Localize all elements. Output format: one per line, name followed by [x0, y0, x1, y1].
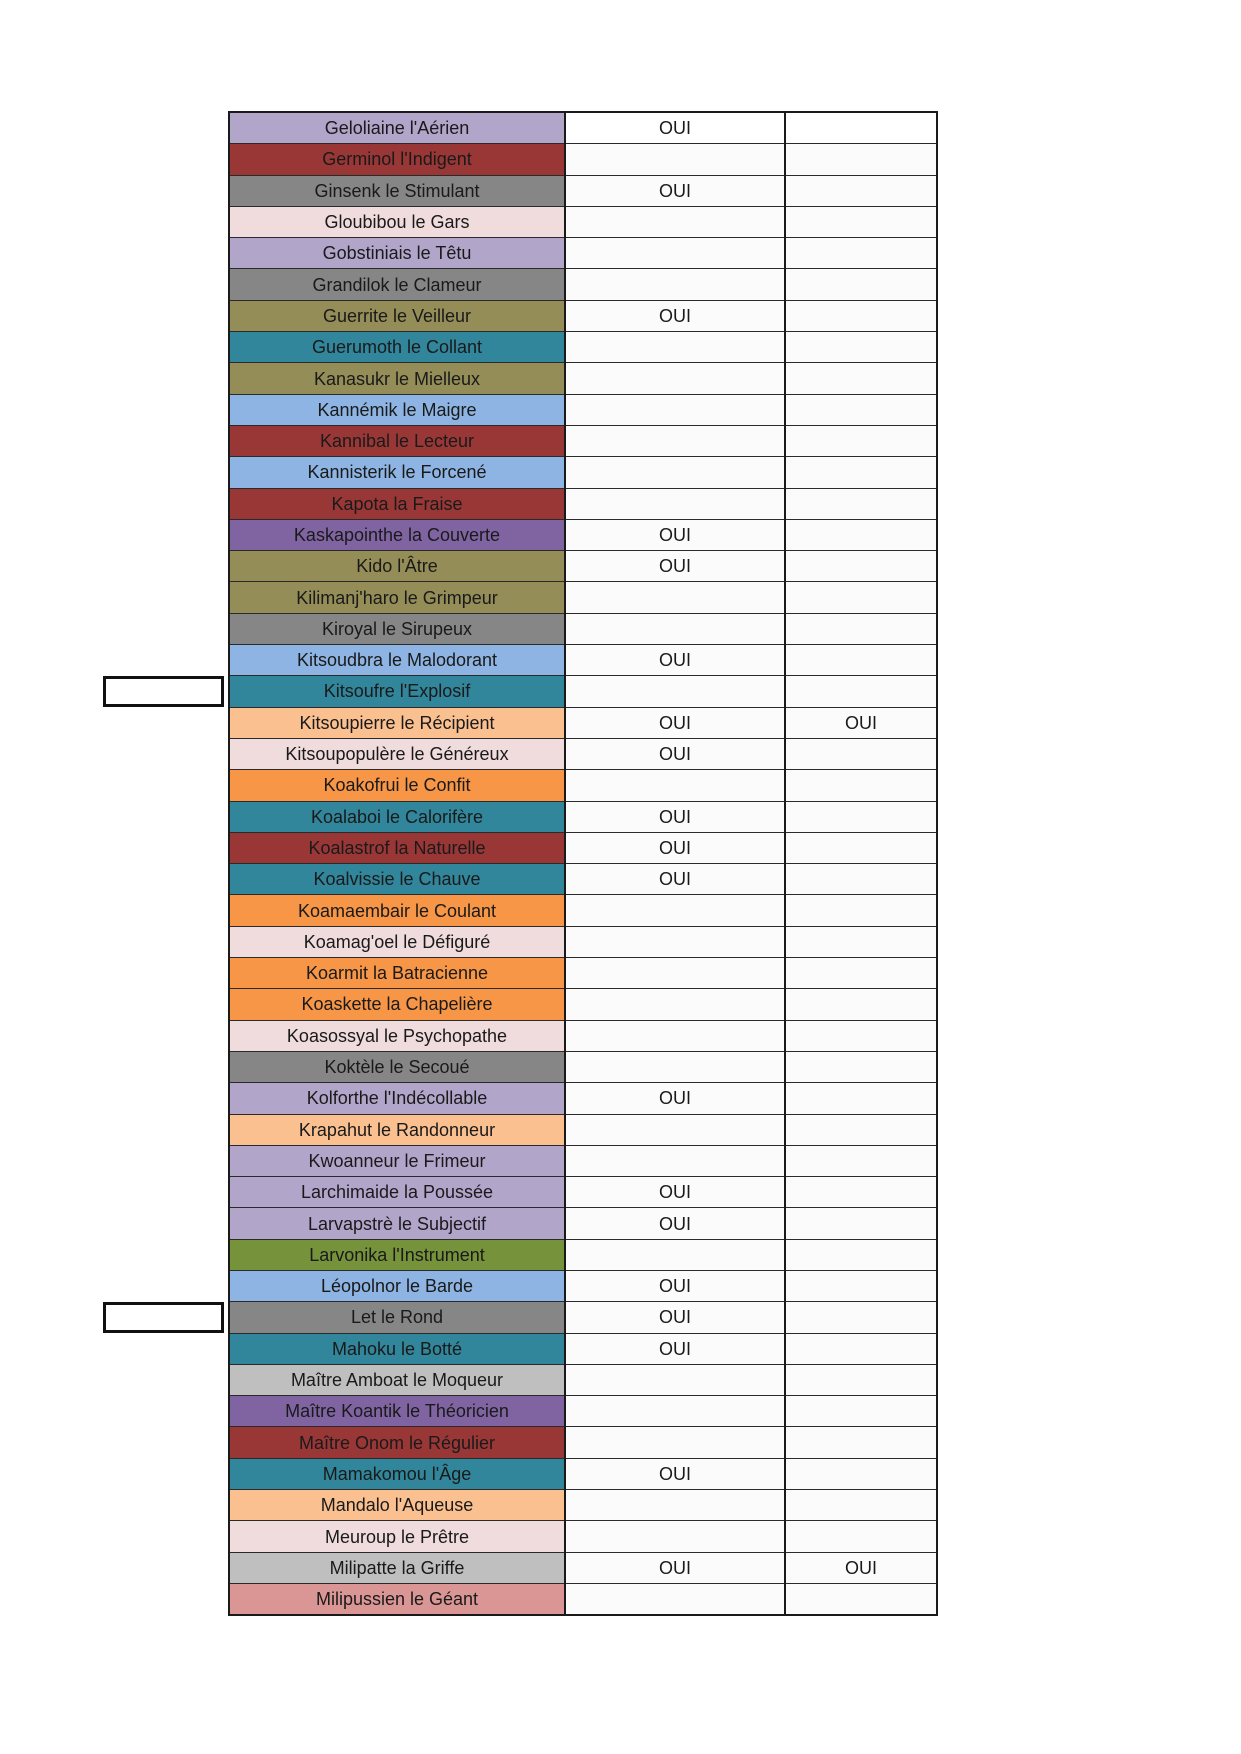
- column-1-cell[interactable]: [565, 1583, 785, 1615]
- column-1-cell[interactable]: OUI: [565, 1083, 785, 1114]
- column-2-cell[interactable]: [785, 206, 937, 237]
- column-2-cell[interactable]: [785, 738, 937, 769]
- table-row: [229, 457, 937, 488]
- table-row: [229, 770, 937, 801]
- monster-name-cell[interactable]: Koktèle le Secoué: [229, 1051, 565, 1082]
- column-1-cell[interactable]: [565, 1020, 785, 1051]
- column-2-cell[interactable]: [785, 770, 937, 801]
- monster-name-cell[interactable]: Larchimaide la Poussée: [229, 1177, 565, 1208]
- table-row: [229, 801, 937, 832]
- monster-table: [228, 111, 938, 1616]
- monster-name-cell[interactable]: Kido l'Âtre: [229, 551, 565, 582]
- column-1-cell[interactable]: [565, 488, 785, 519]
- column-1-cell[interactable]: OUI: [565, 738, 785, 769]
- monster-name-cell[interactable]: Larvonika l'Instrument: [229, 1239, 565, 1270]
- monster-name-cell[interactable]: Koamaembair le Coulant: [229, 895, 565, 926]
- column-2-cell[interactable]: [785, 1302, 937, 1333]
- monster-name-cell[interactable]: Let le Rond: [229, 1302, 565, 1333]
- monster-name-cell[interactable]: Kiroyal le Sirupeux: [229, 613, 565, 644]
- column-2-cell[interactable]: [785, 1583, 937, 1615]
- table-row: [229, 1521, 937, 1552]
- column-2-cell[interactable]: [785, 1458, 937, 1489]
- column-1-cell[interactable]: [565, 206, 785, 237]
- column-2-cell[interactable]: [785, 1490, 937, 1521]
- table-row: [229, 989, 937, 1020]
- column-1-cell[interactable]: OUI: [565, 645, 785, 676]
- monster-name-cell[interactable]: Koalvissie le Chauve: [229, 864, 565, 895]
- column-2-cell[interactable]: [785, 269, 937, 300]
- table-row: [229, 1051, 937, 1082]
- column-1-cell[interactable]: [565, 238, 785, 269]
- column-2-cell[interactable]: [785, 1364, 937, 1395]
- monster-name-cell[interactable]: Koasossyal le Psychopathe: [229, 1020, 565, 1051]
- column-1-cell[interactable]: [565, 1490, 785, 1521]
- column-1-cell[interactable]: [565, 895, 785, 926]
- monster-name-cell[interactable]: Léopolnor le Barde: [229, 1270, 565, 1301]
- monster-name-cell[interactable]: Kitsoupopulère le Généreux: [229, 738, 565, 769]
- table-row: [229, 238, 937, 269]
- column-1-cell[interactable]: OUI: [565, 832, 785, 863]
- column-1-cell[interactable]: OUI: [565, 112, 785, 144]
- column-2-cell[interactable]: [785, 363, 937, 394]
- column-2-cell[interactable]: [785, 801, 937, 832]
- column-2-cell[interactable]: [785, 1114, 937, 1145]
- column-1-cell[interactable]: OUI: [565, 1302, 785, 1333]
- column-2-cell[interactable]: [785, 926, 937, 957]
- column-1-cell[interactable]: [565, 144, 785, 175]
- column-1-cell[interactable]: OUI: [565, 1333, 785, 1364]
- column-1-cell[interactable]: [565, 425, 785, 456]
- table-row: [229, 1020, 937, 1051]
- column-1-cell[interactable]: OUI: [565, 519, 785, 550]
- monster-name-cell[interactable]: Kitsoudbra le Malodorant: [229, 645, 565, 676]
- table-row: [229, 1552, 937, 1583]
- row-marker-box: [103, 1302, 224, 1333]
- column-1-cell[interactable]: [565, 1521, 785, 1552]
- column-2-cell[interactable]: [785, 1396, 937, 1427]
- monster-name-cell[interactable]: Koakofrui le Confit: [229, 770, 565, 801]
- monster-name-cell[interactable]: Kilimanj'haro le Grimpeur: [229, 582, 565, 613]
- column-1-cell[interactable]: OUI: [565, 801, 785, 832]
- monster-name-cell[interactable]: Kannibal le Lecteur: [229, 425, 565, 456]
- monster-name-cell[interactable]: Meuroup le Prêtre: [229, 1521, 565, 1552]
- table-row: [229, 707, 937, 738]
- table-row: [229, 864, 937, 895]
- column-1-cell[interactable]: [565, 613, 785, 644]
- table-row: [229, 144, 937, 175]
- monster-name-cell[interactable]: Maître Koantik le Théoricien: [229, 1396, 565, 1427]
- column-2-cell[interactable]: [785, 989, 937, 1020]
- table-row: [229, 926, 937, 957]
- table-row: [229, 1364, 937, 1395]
- table-row: [229, 1302, 937, 1333]
- table-row: [229, 1270, 937, 1301]
- table-row: [229, 1145, 937, 1176]
- table-row: [229, 582, 937, 613]
- column-2-cell[interactable]: OUI: [785, 707, 937, 738]
- column-1-cell[interactable]: [565, 926, 785, 957]
- column-1-cell[interactable]: OUI: [565, 551, 785, 582]
- column-1-cell[interactable]: OUI: [565, 1552, 785, 1583]
- table-row: [229, 269, 937, 300]
- monster-name-cell[interactable]: Kitsoufre l'Explosif: [229, 676, 565, 707]
- monster-name-cell[interactable]: Mandalo l'Aqueuse: [229, 1490, 565, 1521]
- table-row: [229, 300, 937, 331]
- monster-name-cell[interactable]: Germinol l'Indigent: [229, 144, 565, 175]
- column-2-cell[interactable]: [785, 238, 937, 269]
- column-1-cell[interactable]: [565, 269, 785, 300]
- column-1-cell[interactable]: OUI: [565, 1177, 785, 1208]
- monster-name-cell[interactable]: Koarmit la Batracienne: [229, 958, 565, 989]
- monster-name-cell[interactable]: Kannémik le Maigre: [229, 394, 565, 425]
- column-1-cell[interactable]: OUI: [565, 300, 785, 331]
- table-row: [229, 425, 937, 456]
- column-2-cell[interactable]: [785, 519, 937, 550]
- monster-name-cell[interactable]: Milipussien le Géant: [229, 1583, 565, 1615]
- column-2-cell[interactable]: [785, 551, 937, 582]
- monster-name-cell[interactable]: Koalaboi le Calorifère: [229, 801, 565, 832]
- monster-name-cell[interactable]: Kannisterik le Forcené: [229, 457, 565, 488]
- table-row: [229, 676, 937, 707]
- monster-name-cell[interactable]: Kanasukr le Mielleux: [229, 363, 565, 394]
- table-row: [229, 895, 937, 926]
- column-2-cell[interactable]: [785, 832, 937, 863]
- column-1-cell[interactable]: OUI: [565, 1458, 785, 1489]
- monster-name-cell[interactable]: Krapahut le Randonneur: [229, 1114, 565, 1145]
- table-row: [229, 1396, 937, 1427]
- table-row: [229, 1177, 937, 1208]
- monster-name-cell[interactable]: Gobstiniais le Têtu: [229, 238, 565, 269]
- table-row: [229, 1583, 937, 1615]
- monster-name-cell[interactable]: Larvapstrè le Subjectif: [229, 1208, 565, 1239]
- column-2-cell[interactable]: [785, 1051, 937, 1082]
- table-row: [229, 1427, 937, 1458]
- column-2-cell[interactable]: [785, 1208, 937, 1239]
- column-1-cell[interactable]: [565, 676, 785, 707]
- table-row: [229, 112, 937, 144]
- column-2-cell[interactable]: [785, 457, 937, 488]
- column-2-cell[interactable]: [785, 488, 937, 519]
- column-2-cell[interactable]: [785, 1020, 937, 1051]
- table-row: [229, 519, 937, 550]
- column-2-cell[interactable]: [785, 582, 937, 613]
- column-2-cell[interactable]: [785, 613, 937, 644]
- column-1-cell[interactable]: [565, 582, 785, 613]
- column-2-cell[interactable]: [785, 1521, 937, 1552]
- table-row: [229, 645, 937, 676]
- column-2-cell[interactable]: OUI: [785, 1552, 937, 1583]
- column-1-cell[interactable]: [565, 1364, 785, 1395]
- monster-name-cell[interactable]: Kwoanneur le Frimeur: [229, 1145, 565, 1176]
- column-2-cell[interactable]: [785, 1270, 937, 1301]
- column-1-cell[interactable]: [565, 1427, 785, 1458]
- monster-name-cell[interactable]: Mahoku le Botté: [229, 1333, 565, 1364]
- column-2-cell[interactable]: [785, 1177, 937, 1208]
- column-1-cell[interactable]: [565, 1114, 785, 1145]
- monster-name-cell[interactable]: Koamag'oel le Défiguré: [229, 926, 565, 957]
- table-row: [229, 958, 937, 989]
- column-1-cell[interactable]: [565, 1239, 785, 1270]
- table-row: [229, 394, 937, 425]
- table-row: [229, 1208, 937, 1239]
- table-row: [229, 832, 937, 863]
- table-row: [229, 488, 937, 519]
- column-2-cell[interactable]: [785, 1333, 937, 1364]
- monster-table-body: [229, 112, 937, 1615]
- table-row: [229, 1114, 937, 1145]
- column-1-cell[interactable]: [565, 770, 785, 801]
- column-1-cell[interactable]: OUI: [565, 1270, 785, 1301]
- column-2-cell[interactable]: [785, 300, 937, 331]
- column-1-cell[interactable]: [565, 332, 785, 363]
- column-2-cell[interactable]: [785, 1145, 937, 1176]
- column-2-cell[interactable]: [785, 1427, 937, 1458]
- column-2-cell[interactable]: [785, 958, 937, 989]
- monster-name-cell[interactable]: Maître Onom le Régulier: [229, 1427, 565, 1458]
- monster-name-cell[interactable]: Kaskapointhe la Couverte: [229, 519, 565, 550]
- column-2-cell[interactable]: [785, 676, 937, 707]
- column-1-cell[interactable]: [565, 363, 785, 394]
- monster-name-cell[interactable]: Maître Amboat le Moqueur: [229, 1364, 565, 1395]
- monster-name-cell[interactable]: Ginsenk le Stimulant: [229, 175, 565, 206]
- column-1-cell[interactable]: OUI: [565, 707, 785, 738]
- monster-name-cell[interactable]: Kolforthe l'Indécollable: [229, 1083, 565, 1114]
- table-row: [229, 332, 937, 363]
- column-2-cell[interactable]: [785, 1083, 937, 1114]
- table-row: [229, 363, 937, 394]
- column-2-cell[interactable]: [785, 895, 937, 926]
- column-2-cell[interactable]: [785, 332, 937, 363]
- table-row: [229, 551, 937, 582]
- monster-name-cell[interactable]: Grandilok le Clameur: [229, 269, 565, 300]
- row-marker-box: [103, 676, 224, 707]
- monster-name-cell[interactable]: Guerumoth le Collant: [229, 332, 565, 363]
- column-2-cell[interactable]: [785, 645, 937, 676]
- column-1-cell[interactable]: OUI: [565, 864, 785, 895]
- column-1-cell[interactable]: [565, 989, 785, 1020]
- monster-name-cell[interactable]: Kitsoupierre le Récipient: [229, 707, 565, 738]
- column-1-cell[interactable]: [565, 958, 785, 989]
- table-row: [229, 1458, 937, 1489]
- monster-name-cell[interactable]: Guerrite le Veilleur: [229, 300, 565, 331]
- column-1-cell[interactable]: [565, 1051, 785, 1082]
- monster-name-cell[interactable]: Koalastrof la Naturelle: [229, 832, 565, 863]
- table-row: [229, 206, 937, 237]
- column-2-cell[interactable]: [785, 144, 937, 175]
- table-row: [229, 1490, 937, 1521]
- column-1-cell[interactable]: OUI: [565, 175, 785, 206]
- monster-name-cell[interactable]: Kapota la Fraise: [229, 488, 565, 519]
- table-row: [229, 175, 937, 206]
- monster-name-cell[interactable]: Gloubibou le Gars: [229, 206, 565, 237]
- column-2-cell[interactable]: [785, 112, 937, 144]
- monster-name-cell[interactable]: Milipatte la Griffe: [229, 1552, 565, 1583]
- table-row: [229, 613, 937, 644]
- column-2-cell[interactable]: [785, 864, 937, 895]
- table-row: [229, 1333, 937, 1364]
- column-2-cell[interactable]: [785, 394, 937, 425]
- column-2-cell[interactable]: [785, 175, 937, 206]
- column-1-cell[interactable]: [565, 1145, 785, 1176]
- monster-name-cell[interactable]: Mamakomou l'Âge: [229, 1458, 565, 1489]
- column-1-cell[interactable]: [565, 1396, 785, 1427]
- table-row: [229, 1239, 937, 1270]
- column-2-cell[interactable]: [785, 1239, 937, 1270]
- monster-name-cell[interactable]: Koaskette la Chapelière: [229, 989, 565, 1020]
- column-1-cell[interactable]: [565, 457, 785, 488]
- monster-name-cell[interactable]: Geloliaine l'Aérien: [229, 112, 565, 144]
- column-1-cell[interactable]: OUI: [565, 1208, 785, 1239]
- column-1-cell[interactable]: [565, 394, 785, 425]
- table-row: [229, 1083, 937, 1114]
- column-2-cell[interactable]: [785, 425, 937, 456]
- table-row: [229, 738, 937, 769]
